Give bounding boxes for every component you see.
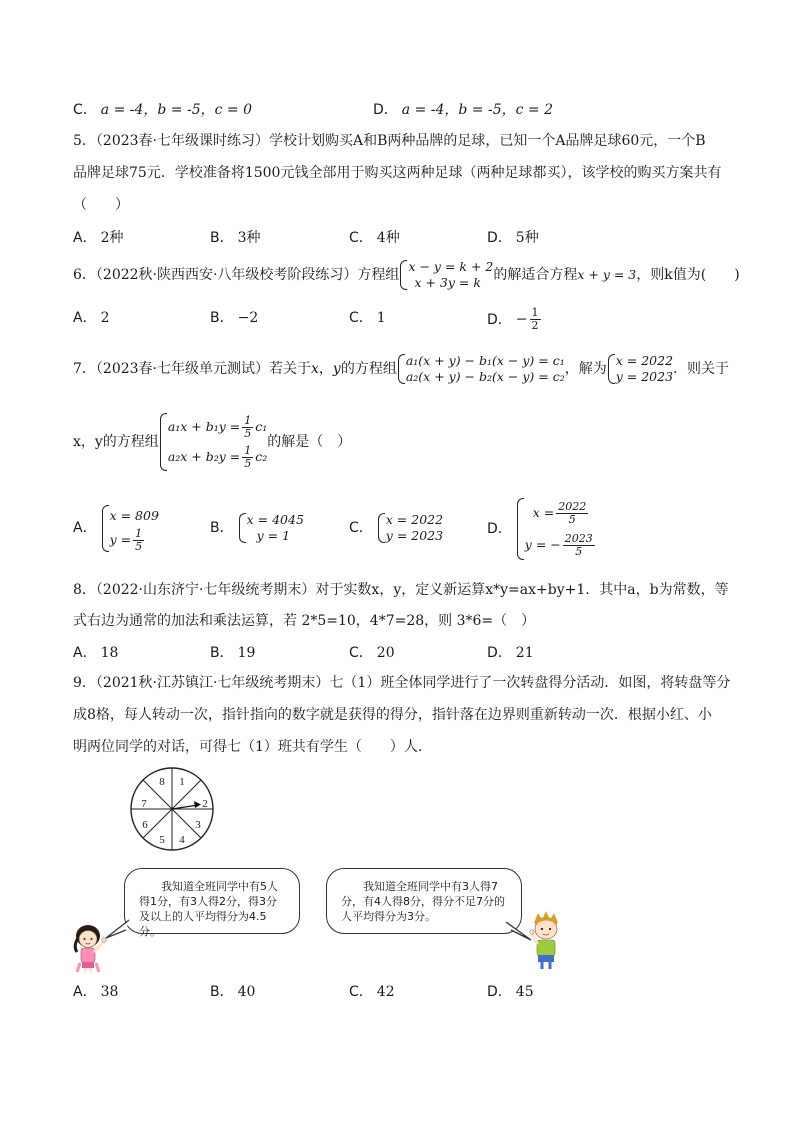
q8-option-c[interactable]: C． 20 [349, 645, 395, 661]
q6-option-d[interactable]: D． − $\frac{1}{2}$ [487, 306, 539, 332]
q8-option-a[interactable]: A． 18 [73, 645, 119, 661]
wheel-number-3: 3 [195, 819, 201, 831]
boy-speech-bubble: 我知道全班同学中有3人得7分，有4人得8分，得分不足7分的人平均得分为3分。 [326, 868, 522, 934]
q7-options [73, 497, 723, 559]
q8-option-b[interactable]: B． 19 [210, 645, 256, 661]
q7-solution-system: x = 2022 y = 2023 [607, 353, 673, 385]
q8-option-d[interactable]: D． 21 [487, 645, 534, 661]
q7-option-a[interactable]: A． x = 809 y = $\frac{1}{5}$ [73, 497, 159, 559]
spinner-wheel [128, 765, 216, 853]
q5-option-d[interactable]: D． 5种 [487, 230, 539, 246]
q7-option-d[interactable]: D． x = $\frac{2022}{5}$ y = − $\frac{2023}{5}$ [487, 497, 597, 561]
q8-options [73, 642, 723, 664]
boy-illustration [526, 910, 566, 970]
q5-stem-line1: 5．（2023春·七年级课时练习）学校计划购买A和B两种品牌的足球，已知一个A品牌足球60元，一个B [73, 133, 706, 149]
q5-stem-line2: 品牌足球75元．学校准备将1500元钱全部用于购买这两种足球（两种足球都买），该学校的购买方案共有 [73, 165, 722, 181]
q5-option-a[interactable]: A． 2种 [73, 230, 124, 246]
q7-stem-line1: 7．（2023春·七年级单元测试）若关于x，y的方程组 a₁(x + y) − b₁(x − y) = c₁ a₂(x + y) − b₂(x − y) = c₂ ，解为 x = 2022 y = 2023 ．则关于 [73, 353, 730, 384]
q5-stem-line3: （ ） [73, 197, 129, 213]
q7-stem-line2: x，y的方程组 a₁x + b₁y = $\frac{1}{5}$ c₁ a₂x + b₂y = $\frac{1}{5}$ c₂ 的解是（ ） [73, 414, 352, 470]
q4-options [73, 99, 723, 121]
wheel-number-8: 8 [159, 776, 165, 788]
q9-option-b[interactable]: B． 40 [210, 984, 256, 1000]
q5-option-b[interactable]: B． 3种 [210, 230, 261, 246]
q5-options [73, 227, 723, 249]
q6-options [73, 307, 723, 337]
q5-option-c[interactable]: C． 4种 [349, 230, 400, 246]
q9-stem-line1: 9．（2021秋·江苏镇江·七年级统考期末）七（1）班全体同学进行了一次转盘得分活动．如图，将转盘等分 [73, 675, 731, 691]
girl-illustration [68, 922, 112, 974]
q4-option-c[interactable]: C． a = -4，b = -5，c = 0 [73, 102, 253, 118]
q6-equation-system: x − y = k + 2 x + 3y = k [399, 259, 493, 291]
q6-stem: 6．（2022秋·陕西西安·八年级校考阶段练习）方程组 x − y = k + 2 x + 3y = k 的解适合方程x + y = 3，则k值为( ) [73, 259, 740, 290]
q8-stem-line2: 式右边为通常的加法和乘法运算，若 2*5=10，4*7=28，则 3*6=（ ） [73, 613, 536, 629]
girl-speech-bubble: 我知道全班同学中有5人得1分，有3人得2分，得3分及以上的人平均得分为4.5分。 [124, 868, 300, 934]
q8-stem-line1: 8．（2022·山东济宁·七年级统考期末）对于实数x，y，定义新运算x*y=ax+by+1．其中a，b为常数，等 [73, 582, 729, 598]
q7-option-c[interactable]: C． x = 2022 y = 2023 [349, 512, 444, 543]
q9-option-d[interactable]: D． 45 [487, 984, 534, 1000]
q6-option-c[interactable]: C． 1 [349, 310, 386, 326]
wheel-number-4: 4 [179, 834, 185, 846]
q7-equation-system-1: a₁(x + y) − b₁(x − y) = c₁ a₂(x + y) − b₂(x − y) = c₂ [397, 353, 565, 385]
wheel-number-6: 6 [142, 819, 148, 831]
wheel-number-2: 2 [202, 798, 208, 810]
q6-option-a[interactable]: A． 2 [73, 310, 110, 326]
q4-option-d[interactable]: D． a = -4，b = -5，c = 2 [373, 102, 554, 118]
wheel-number-1: 1 [179, 776, 185, 788]
q9-option-c[interactable]: C． 42 [349, 984, 395, 1000]
wheel-number-5: 5 [159, 834, 165, 846]
q9-stem-line3: 明两位同学的对话，可得七（1）班共有学生（ ）人． [73, 739, 432, 755]
q7-option-b[interactable]: B． x = 4045 y = 1 [210, 512, 304, 543]
wheel-number-7: 7 [141, 798, 147, 810]
q6-option-b[interactable]: B． −2 [210, 310, 259, 326]
q7-equation-system-2: a₁x + b₁y = $\frac{1}{5}$ c₁ a₂x + b₂y = $\frac{1}{5}$ c₂ [159, 412, 267, 472]
q9-options [73, 981, 723, 1003]
q6-option-d-fraction: $\frac{1}{2}$ [531, 306, 539, 332]
q9-stem-line2: 成8格，每人转动一次，指针指向的数字就是获得的得分，指针落在边界则重新转动一次．根据小红、小 [73, 707, 712, 723]
q9-option-a[interactable]: A． 38 [73, 984, 119, 1000]
